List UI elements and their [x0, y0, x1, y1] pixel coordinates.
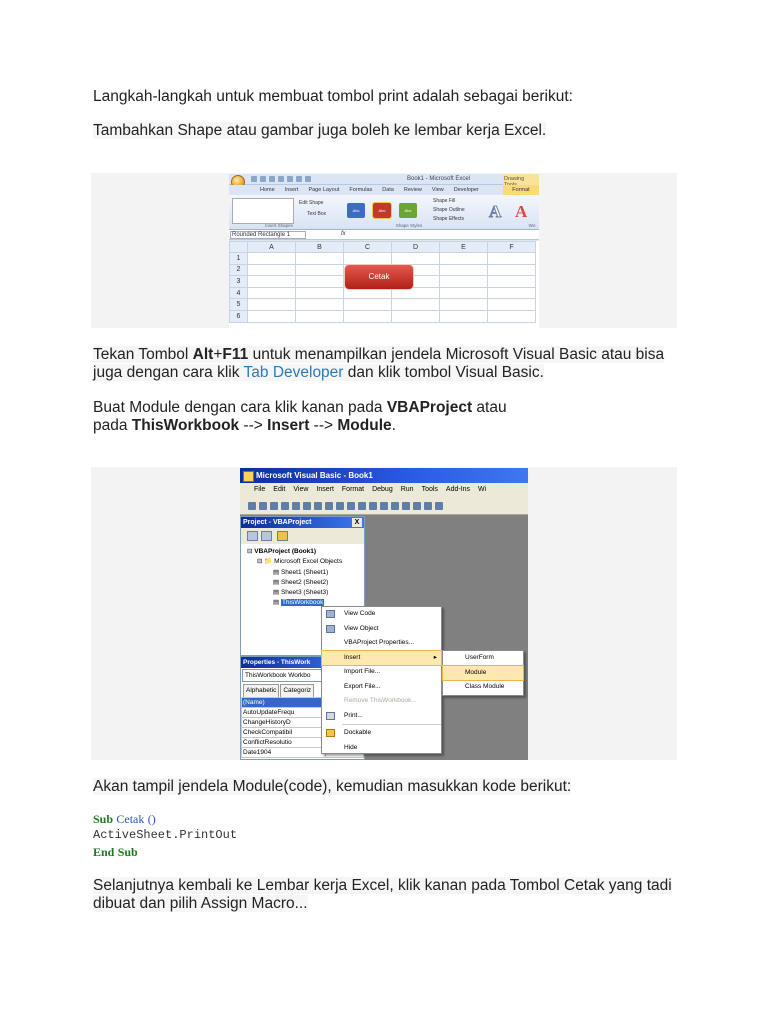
- excel-window-title: Book1 - Microsoft Excel: [407, 176, 471, 182]
- plus-sign: +: [213, 346, 223, 363]
- code-keyword-end: End: [93, 845, 115, 859]
- menu-add-ins: Add-Ins: [445, 486, 471, 493]
- menu-edit: Edit: [273, 486, 286, 493]
- wordart-white-icon: A: [489, 202, 502, 221]
- vb-window-title: Microsoft Visual Basic - Book1: [240, 468, 528, 483]
- wordart-group-label: Wo: [528, 223, 536, 228]
- tree-item: ▤ Sheet1 (Sheet1): [273, 568, 329, 576]
- tab-format: Format: [503, 185, 539, 195]
- tab-categorized: Categoriz: [280, 684, 314, 697]
- style-red-icon: Abc: [373, 203, 391, 218]
- module-term: Module: [337, 416, 392, 434]
- code-keyword-sub-2: Sub: [117, 845, 138, 859]
- column-header: A: [248, 242, 296, 253]
- vb-toolbar: [240, 497, 528, 515]
- arrow-text: -->: [239, 416, 268, 434]
- style-green-icon: Abc: [399, 203, 417, 218]
- alt-key: Alt: [192, 346, 214, 363]
- code-line-2: ActiveSheet.PrintOut: [93, 828, 238, 842]
- step1-paragraph: [93, 122, 683, 140]
- arrow-text-2: -->: [309, 416, 338, 434]
- menu-run: Run: [400, 486, 414, 493]
- step4-paragraph: [93, 778, 683, 796]
- close-icon: X: [352, 518, 362, 527]
- row-header: 6: [230, 310, 248, 322]
- style-blue-icon: Abc: [347, 203, 365, 218]
- row-header: 5: [230, 299, 248, 311]
- project-explorer-title: Project - VBAProject X: [241, 517, 364, 528]
- code-function-name: Cetak: [116, 812, 145, 826]
- menu-item-remove: Remove ThisWorkbook...: [344, 697, 417, 704]
- excel-ribbon: [229, 195, 539, 230]
- step2-text-2: untuk menampilkan jendela Microsoft Visual Basic atau bisa juga dengan cara klik: [93, 346, 665, 381]
- menu-item-import: Import File...: [344, 668, 381, 675]
- menu-item-insert: Insert ▸: [322, 651, 441, 666]
- properties-object-combo: ThisWorkbook Workbo: [242, 669, 363, 682]
- row-header: 3: [230, 276, 248, 288]
- drawing-tools-label: Drawing: [503, 174, 539, 185]
- name-box: Rounded Rectangle 1: [230, 231, 306, 239]
- column-header: B: [296, 242, 344, 253]
- tab-formulas: Formulas: [349, 187, 373, 193]
- tree-item: ▤ ThisWorkbook: [273, 599, 324, 607]
- text-box-label: Text Box: [307, 211, 327, 217]
- tree-item: ▤ Sheet3 (Sheet3): [273, 589, 329, 597]
- fx-icon: fx: [341, 231, 346, 237]
- menu-tools: Tools: [421, 486, 438, 493]
- step2-text: Tekan Tombol: [93, 346, 193, 363]
- vbaproject-term: VBAProject: [386, 399, 473, 416]
- tab-home: Home: [260, 187, 275, 193]
- properties-table: (Name) AutoUpdateFrequ ChangeHistoryD CheckCompatibil ConflictResolutio Date1904: [241, 697, 364, 758]
- shape-fill-label: Shape Fill: [433, 198, 456, 204]
- formula-bar: [229, 230, 539, 240]
- submenu-class-module: Class Module: [465, 683, 505, 690]
- step5-text: Selanjutnya kembali ke Lembar kerja Excel, klik kanan pada Tombol Cetak yang tadi dibuat dan pilih Assign Macro...: [93, 877, 672, 912]
- menu-insert: Insert: [316, 486, 334, 493]
- row-header: 2: [230, 264, 248, 276]
- column-header: C: [344, 242, 392, 253]
- row-header: 1: [230, 253, 248, 265]
- submenu-module: Module: [443, 666, 523, 681]
- menu-item-dockable: Dockable: [322, 726, 441, 741]
- step3-paragraph: [93, 399, 533, 434]
- insert-term: Insert: [267, 416, 310, 434]
- menu-item-properties: VBAProject Properties...: [344, 639, 415, 646]
- tab-data: Data: [382, 187, 394, 193]
- tree-item: ⊟ VBAProject (Book1): [247, 548, 317, 555]
- period: .: [391, 416, 396, 434]
- step2-paragraph: [93, 346, 683, 381]
- step2-text-3: dan klik tombol Visual Basic.: [343, 363, 544, 381]
- project-toolbar: [241, 528, 364, 544]
- shape-outline-label: Shape Outline: [433, 207, 465, 213]
- column-header: D: [392, 242, 440, 253]
- step3-text: Buat Module dengan cara klik kanan pada: [93, 399, 387, 416]
- insert-submenu: [442, 650, 524, 696]
- tree-item: ⊟ 📁 Microsoft Excel Objects: [257, 558, 343, 566]
- context-menu: [321, 606, 442, 754]
- properties-title: Properties - ThisWork: [241, 657, 364, 668]
- menu-item-view-object: View Object: [322, 622, 441, 637]
- menu-view: View: [293, 486, 309, 493]
- insert-shapes-group-label: Insert Shapes: [265, 223, 293, 228]
- quick-access-toolbar: [251, 176, 371, 182]
- menu-debug: Debug: [372, 486, 393, 493]
- menu-format: Format: [341, 486, 365, 493]
- tab-review: Review: [403, 187, 422, 193]
- excel-title-bar: [229, 174, 539, 185]
- code-line-1: [93, 812, 156, 826]
- tab-developer-link[interactable]: Tab Developer: [243, 363, 344, 381]
- code-line-3: [93, 845, 138, 859]
- excel-ribbon-tabs: [229, 185, 539, 195]
- menu-item-export: Export File...: [344, 682, 381, 690]
- menu-item-hide: Hide: [344, 743, 358, 751]
- menu-file: File: [254, 486, 266, 493]
- step5-paragraph: [93, 877, 683, 912]
- submenu-userform: UserForm: [465, 654, 494, 661]
- project-tree: [241, 544, 364, 609]
- thisworkbook-term: ThisWorkbook: [131, 416, 240, 434]
- row-header: 4: [230, 287, 248, 299]
- f11-key: F11: [222, 346, 249, 363]
- code-parens: (): [147, 812, 156, 826]
- menu-window: Wi: [478, 486, 487, 493]
- shape-styles-group-label: Shape Styles: [395, 223, 423, 228]
- shapes-gallery-icon: [232, 198, 294, 224]
- worksheet-grid: [229, 241, 539, 328]
- vb-menu-bar: [240, 483, 528, 497]
- tab-alphabetic: Alphabetic: [243, 684, 279, 697]
- tab-view: View: [431, 187, 444, 193]
- cetak-button-shape: Cetak: [345, 265, 413, 289]
- tab-developer: Developer: [453, 187, 479, 193]
- column-header: E: [440, 242, 488, 253]
- step1-text: Tambahkan Shape atau gambar juga boleh ke lembar kerja Excel.: [93, 122, 547, 139]
- excel-screenshot: [229, 174, 539, 328]
- menu-item-print: Print...: [322, 709, 441, 724]
- intro-paragraph: Langkah-langkah untuk membuat tombol print adalah sebagai berikut:: [93, 88, 573, 105]
- step3-text-2: atau pada: [93, 399, 507, 434]
- step4-text: Akan tampil jendela Module(code), kemudian masukkan kode berikut:: [93, 778, 572, 795]
- tree-item: ▤ Sheet2 (Sheet2): [273, 578, 329, 586]
- tab-insert: Insert: [284, 187, 299, 193]
- column-header: F: [488, 242, 536, 253]
- tab-page-layout: Page Layout: [308, 187, 340, 193]
- edit-shape-label: Edit Shape: [299, 200, 324, 206]
- menu-item-view-code: View Code: [322, 607, 441, 622]
- shape-effects-label: Shape Effects: [433, 216, 465, 222]
- vb-editor-screenshot: [240, 468, 528, 760]
- code-keyword-sub: Sub: [93, 812, 114, 826]
- wordart-red-icon: A: [515, 202, 528, 221]
